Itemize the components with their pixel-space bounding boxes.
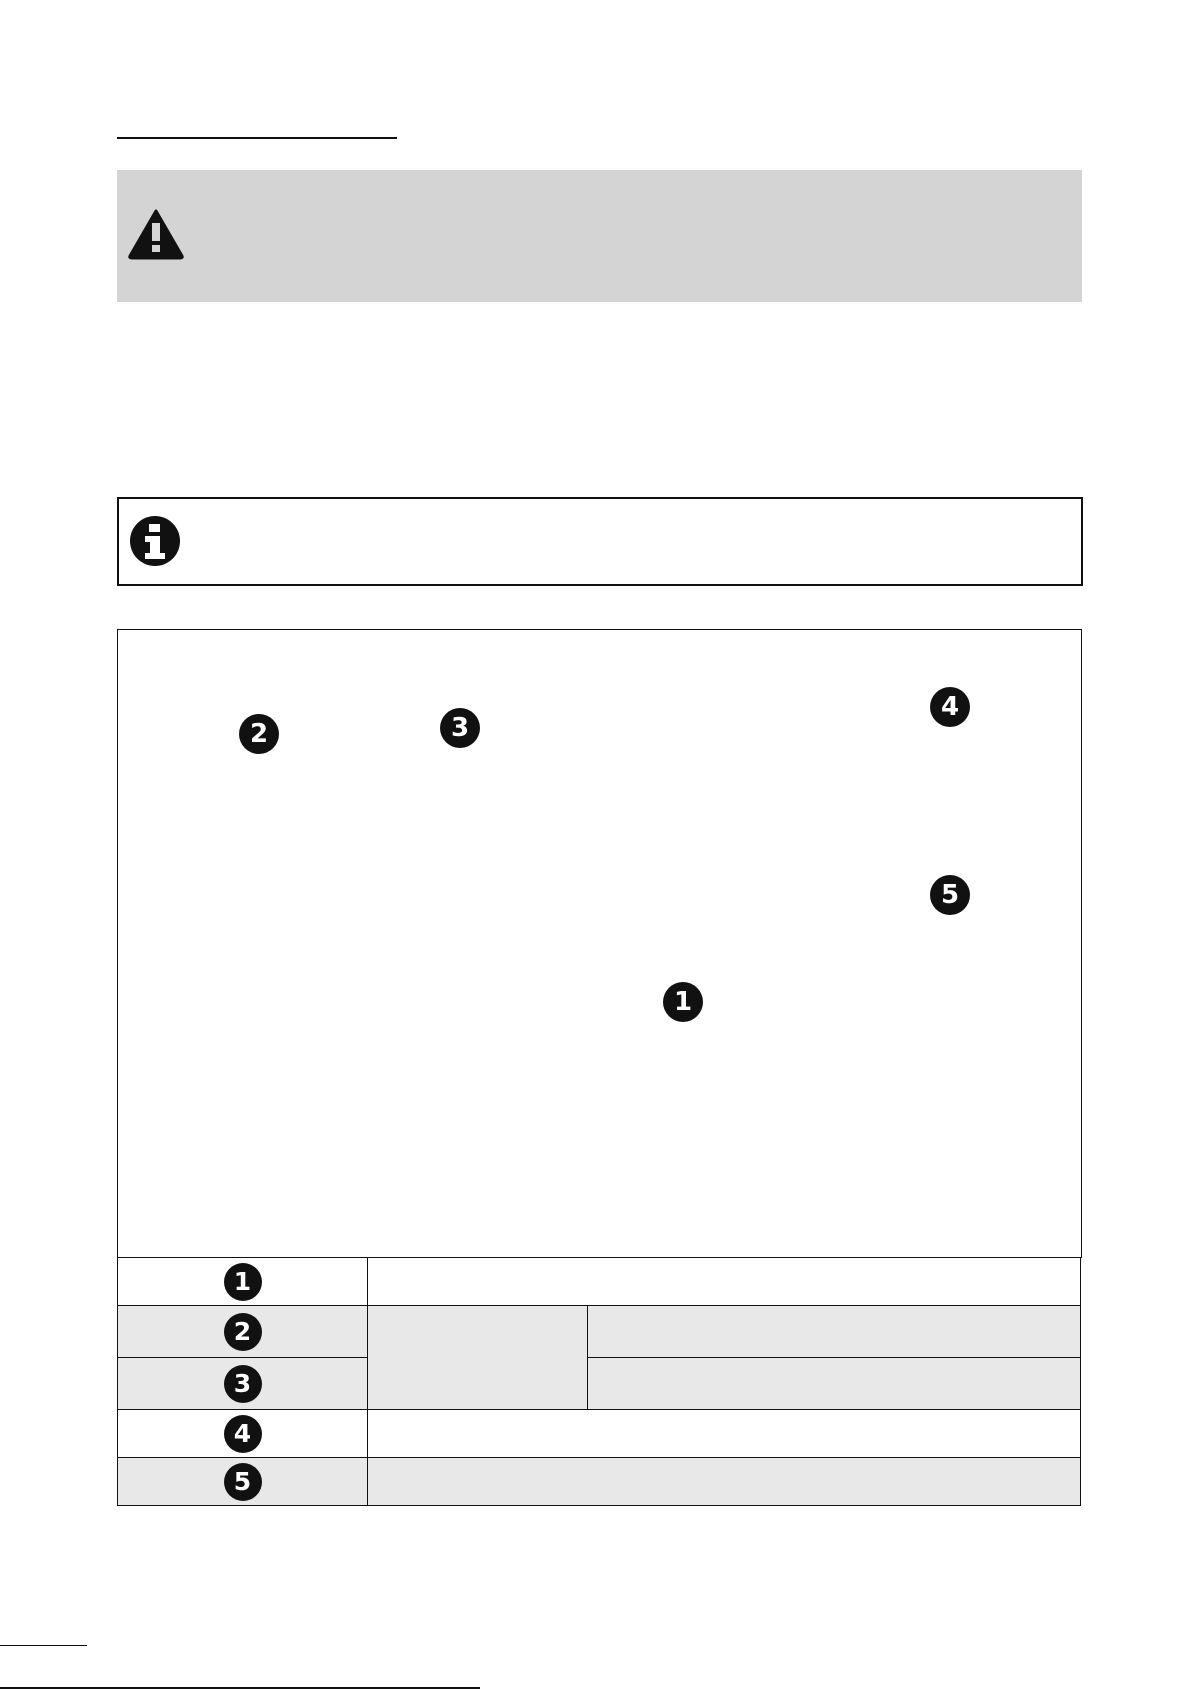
legend-callout-5: 5 xyxy=(224,1463,262,1501)
legend-callout-2: 2 xyxy=(224,1313,262,1351)
info-notice xyxy=(117,497,1083,586)
table-row xyxy=(118,1306,1081,1358)
legend-group-cell xyxy=(368,1306,588,1410)
warning-triangle-icon xyxy=(127,208,185,260)
legend-description-2 xyxy=(588,1306,1081,1358)
callout-5: 5 xyxy=(930,875,970,915)
footer-rule xyxy=(0,1645,87,1646)
callout-1: 1 xyxy=(663,982,703,1022)
table-row xyxy=(118,1410,1081,1458)
legend-callout-1: 1 xyxy=(224,1263,262,1301)
section-heading-underline xyxy=(117,137,397,139)
callout-3: 3 xyxy=(440,708,480,748)
callout-4: 4 xyxy=(930,687,970,727)
product-diagram xyxy=(117,629,1082,1258)
info-circle-icon xyxy=(129,515,181,567)
legend-callout-3: 3 xyxy=(224,1365,262,1403)
warning-notice xyxy=(117,170,1082,302)
table-row xyxy=(118,1258,1081,1306)
table-row xyxy=(118,1458,1081,1506)
table-row xyxy=(118,1358,1081,1410)
legend-description-3 xyxy=(588,1358,1081,1410)
legend-callout-4: 4 xyxy=(224,1415,262,1453)
legend-description-5 xyxy=(368,1458,1081,1506)
parts-legend-table xyxy=(117,1257,1081,1506)
callout-2: 2 xyxy=(239,714,279,754)
legend-description-4 xyxy=(368,1410,1081,1458)
legend-description-1 xyxy=(368,1258,1081,1306)
